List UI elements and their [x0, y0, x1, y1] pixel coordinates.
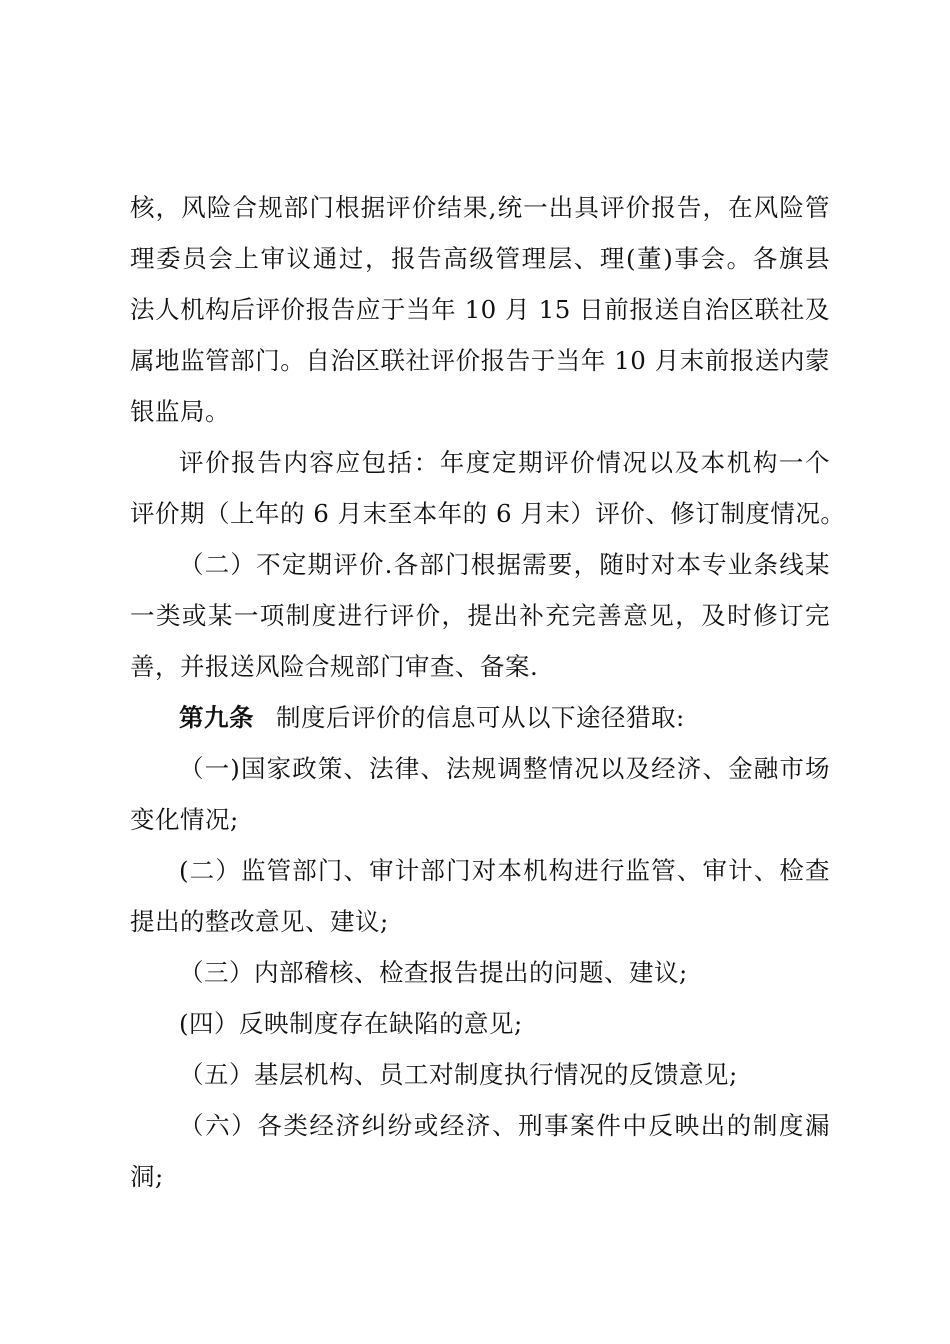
list-item: （一)国家政策、法律、法规调整情况以及经济、金融市场 — [179, 754, 830, 783]
paragraph-line: （二）不定期评价.各部门根据需要，随时对本专业条线某 — [179, 550, 830, 579]
paragraph-line: 核，风险合规部门根据评价结果,统一出具评价报告，在风险管 — [130, 193, 830, 222]
paragraph-line: 评价报告内容应包括：年度定期评价情况以及本机构一个 — [179, 448, 830, 477]
list-item: 提出的整改意见、建议; — [130, 907, 389, 936]
article-9 — [130, 692, 830, 743]
list-item: (四）反映制度存在缺陷的意见; — [179, 1009, 523, 1038]
document-body — [130, 182, 846, 1202]
paragraph-line: 一类或某一项制度进行评价，提出补充完善意见，及时修订完 — [130, 601, 830, 630]
paragraph-line: 评价期（上年的 6 月末至本年的 6 月末）评价、修订制度情况。 — [130, 499, 846, 528]
paragraph-line: 善，并报送风险合规部门审查、备案. — [130, 652, 539, 681]
paragraph-line: 理委员会上审议通过，报告高级管理层、理(董)事会。各旗县 — [130, 244, 830, 273]
list-item: (二）监管部门、审计部门对本机构进行监管、审计、检查 — [179, 856, 830, 885]
list-item: （五）基层机构、员工对制度执行情况的反馈意见; — [179, 1060, 738, 1089]
paragraph-line: 法人机构后评价报告应于当年 10 月 15 日前报送自治区联社及 — [130, 295, 830, 324]
list-item: 变化情况; — [130, 805, 239, 834]
list-item: 洞; — [130, 1162, 164, 1191]
paragraph-line: 银监局。 — [130, 397, 230, 426]
list-item: （三）内部稽核、检查报告提出的问题、建议; — [179, 958, 688, 987]
list-item: （六）各类经济纠纷或经济、刑事案件中反映出的制度漏 — [179, 1111, 830, 1140]
article-heading: 第九条 — [179, 703, 254, 732]
paragraph-line: 属地监管部门。自治区联社评价报告于当年 10 月末前报送内蒙 — [130, 346, 830, 375]
article-text: 制度后评价的信息可从以下途径猎取: — [276, 703, 685, 732]
